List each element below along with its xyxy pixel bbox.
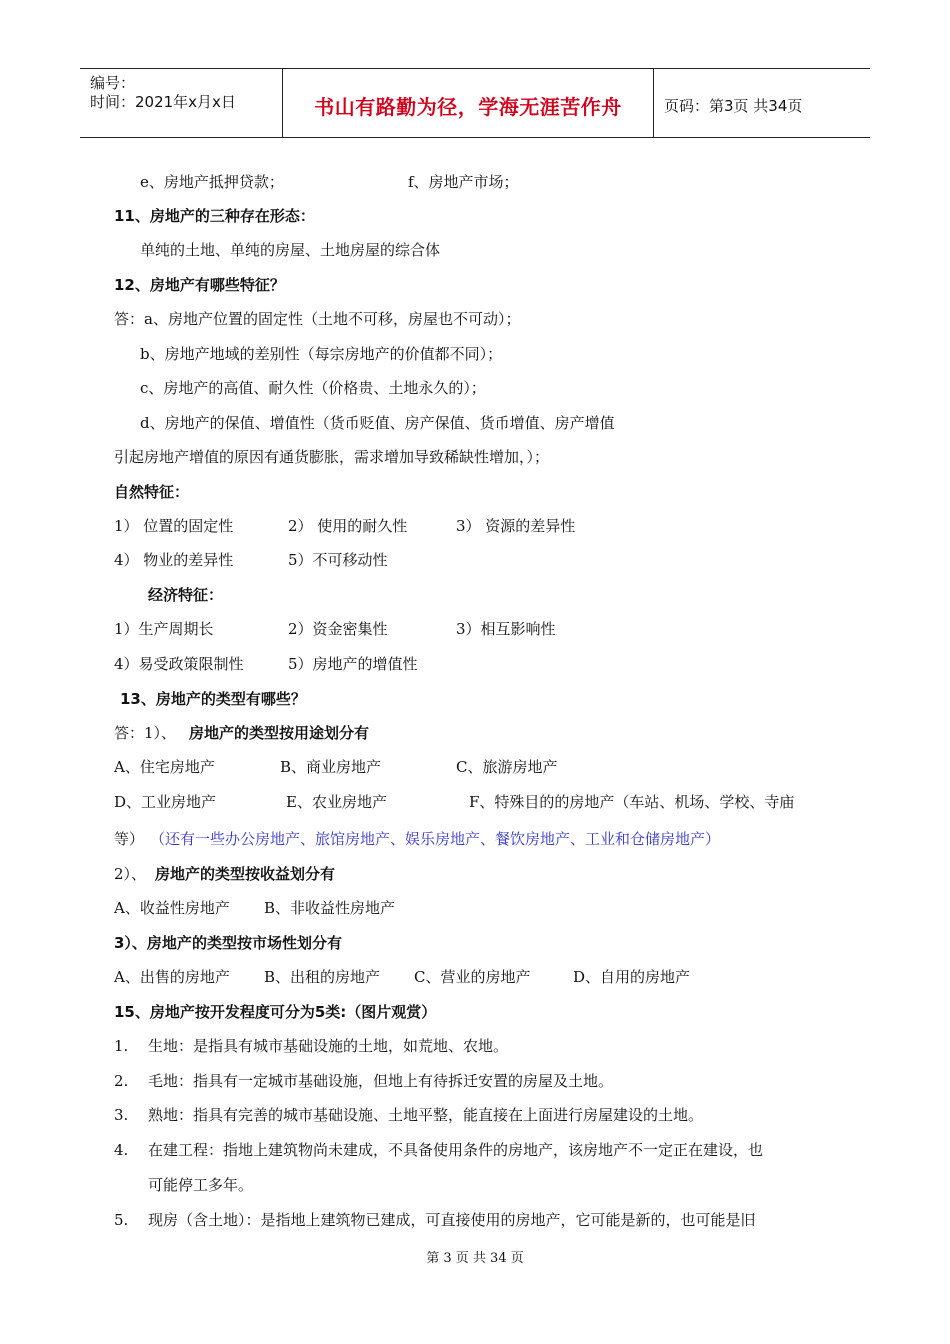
line-19b: E、农业房地产	[286, 793, 387, 811]
line-01a: e、房地产抵押贷款；	[140, 173, 284, 191]
note-line: （还有一些办公房地产、旅馆房地产、娱乐房地产、餐饮房地产、工业和仓储房地产）	[150, 830, 721, 848]
item-3-number: 3.	[114, 1106, 129, 1124]
line-07: c、房地产的高值、耐久性（价格贵、土地永久的）；	[140, 379, 486, 397]
date-label: 时间：2021年x月x日	[90, 93, 236, 111]
heading-11: 11、房地产的三种存在形态：	[114, 207, 315, 225]
item-4-cont: 可能停工多年。	[148, 1176, 254, 1194]
line-15a: 4）易受政策限制性	[114, 655, 244, 673]
line-14b: 2）资金密集性	[288, 620, 388, 638]
page-info: 页码：第3页 共34页	[664, 97, 803, 115]
line-18b: B、商业房地产	[280, 758, 382, 776]
item-1: 生地：是指具有城市基础设施的土地，如荒地、农地。	[148, 1037, 509, 1055]
line-24d: D、自用的房地产	[573, 968, 691, 986]
line-19a: D、工业房地产	[114, 793, 217, 811]
line-19c: F、特殊目的的房地产（车站、机场、学校、寺庙	[469, 793, 795, 811]
line-05: 答：a、房地产位置的固定性（土地不可移，房屋也不可动）；	[114, 310, 521, 328]
economic-features-heading: 经济特征：	[148, 586, 224, 604]
item-3: 熟地：指具有完善的城市基础设施、土地平整，能直接在上面进行房屋建设的土地。	[148, 1106, 704, 1124]
header-info-cell	[80, 69, 283, 137]
item-5-number: 5.	[114, 1211, 129, 1229]
line-17b: 房地产的类型按用途划分有	[189, 724, 370, 742]
line-18c: C、旅游房地产	[456, 758, 558, 776]
heading-12: 12、房地产有哪些特征？	[114, 276, 285, 294]
line-06: b、房地产地域的差别性（每宗房地产的价值都不同）；	[140, 345, 503, 363]
line-24c: C、营业的房地产	[414, 968, 531, 986]
motto: 书山有路勤为径，学海无涯苦作舟	[314, 95, 622, 119]
item-1-number: 1.	[114, 1037, 129, 1055]
line-23: 3）、房地产的类型按市场性划分有	[114, 934, 342, 952]
line-18a: A、住宅房地产	[114, 758, 215, 776]
natural-features-heading: 自然特征：	[114, 483, 190, 501]
line-17a: 答：1）、	[114, 724, 177, 742]
item-4-number: 4.	[114, 1141, 129, 1159]
line-14c: 3）相互影响性	[456, 620, 556, 638]
line-24b: B、出租的房地产	[264, 968, 381, 986]
line-11b: 2） 使用的耐久性	[288, 517, 408, 535]
line-14a: 1）生产周期长	[114, 620, 214, 638]
line-20a: 等）	[114, 830, 145, 848]
line-15b: 5）房地产的增值性	[288, 655, 418, 673]
line-21b: 房地产的类型按收益划分有	[155, 865, 336, 883]
line-03: 单纯的土地、单纯的房屋、土地房屋的综合体	[140, 241, 441, 259]
header-table	[80, 68, 870, 138]
item-2: 毛地：指具有一定城市基础设施，但地上有待拆迁安置的房屋及土地。	[148, 1072, 614, 1090]
item-4: 在建工程：指地上建筑物尚未建成，不具备使用条件的房地产，该房地产不一定正在建设，也	[148, 1141, 764, 1159]
header-motto-cell	[283, 69, 654, 137]
item-5: 现房（含土地）：是指地上建筑物已建成，可直接使用的房地产，它可能是新的，也可能是旧	[148, 1211, 756, 1229]
line-11c: 3） 资源的差异性	[456, 517, 576, 535]
line-22a: A、收益性房地产	[114, 899, 230, 917]
page-footer: 第 3 页 共 34 页	[426, 1251, 524, 1266]
item-2-number: 2.	[114, 1072, 129, 1090]
line-08: d、房地产的保值、增值性（货币贬值、房产保值、货币增值、房产增值	[140, 414, 615, 432]
line-21a: 2）、	[114, 865, 147, 883]
heading-15: 15、房地产按开发程度可分为5类:（图片观赏）	[114, 1003, 437, 1021]
heading-13: 13、房地产的类型有哪些？	[120, 690, 306, 708]
line-11a: 1） 位置的固定性	[114, 517, 234, 535]
line-12a: 4） 物业的差异性	[114, 551, 234, 569]
line-24a: A、出售的房地产	[114, 968, 230, 986]
line-22b: B、非收益性房地产	[264, 899, 396, 917]
line-09: 引起房地产增值的原因有通货膨胀，需求增加导致稀缺性增加，）；	[114, 448, 550, 466]
line-01b: f、房地产市场；	[408, 173, 519, 191]
code-label: 编号：	[90, 74, 136, 92]
line-12b: 5）不可移动性	[288, 551, 388, 569]
